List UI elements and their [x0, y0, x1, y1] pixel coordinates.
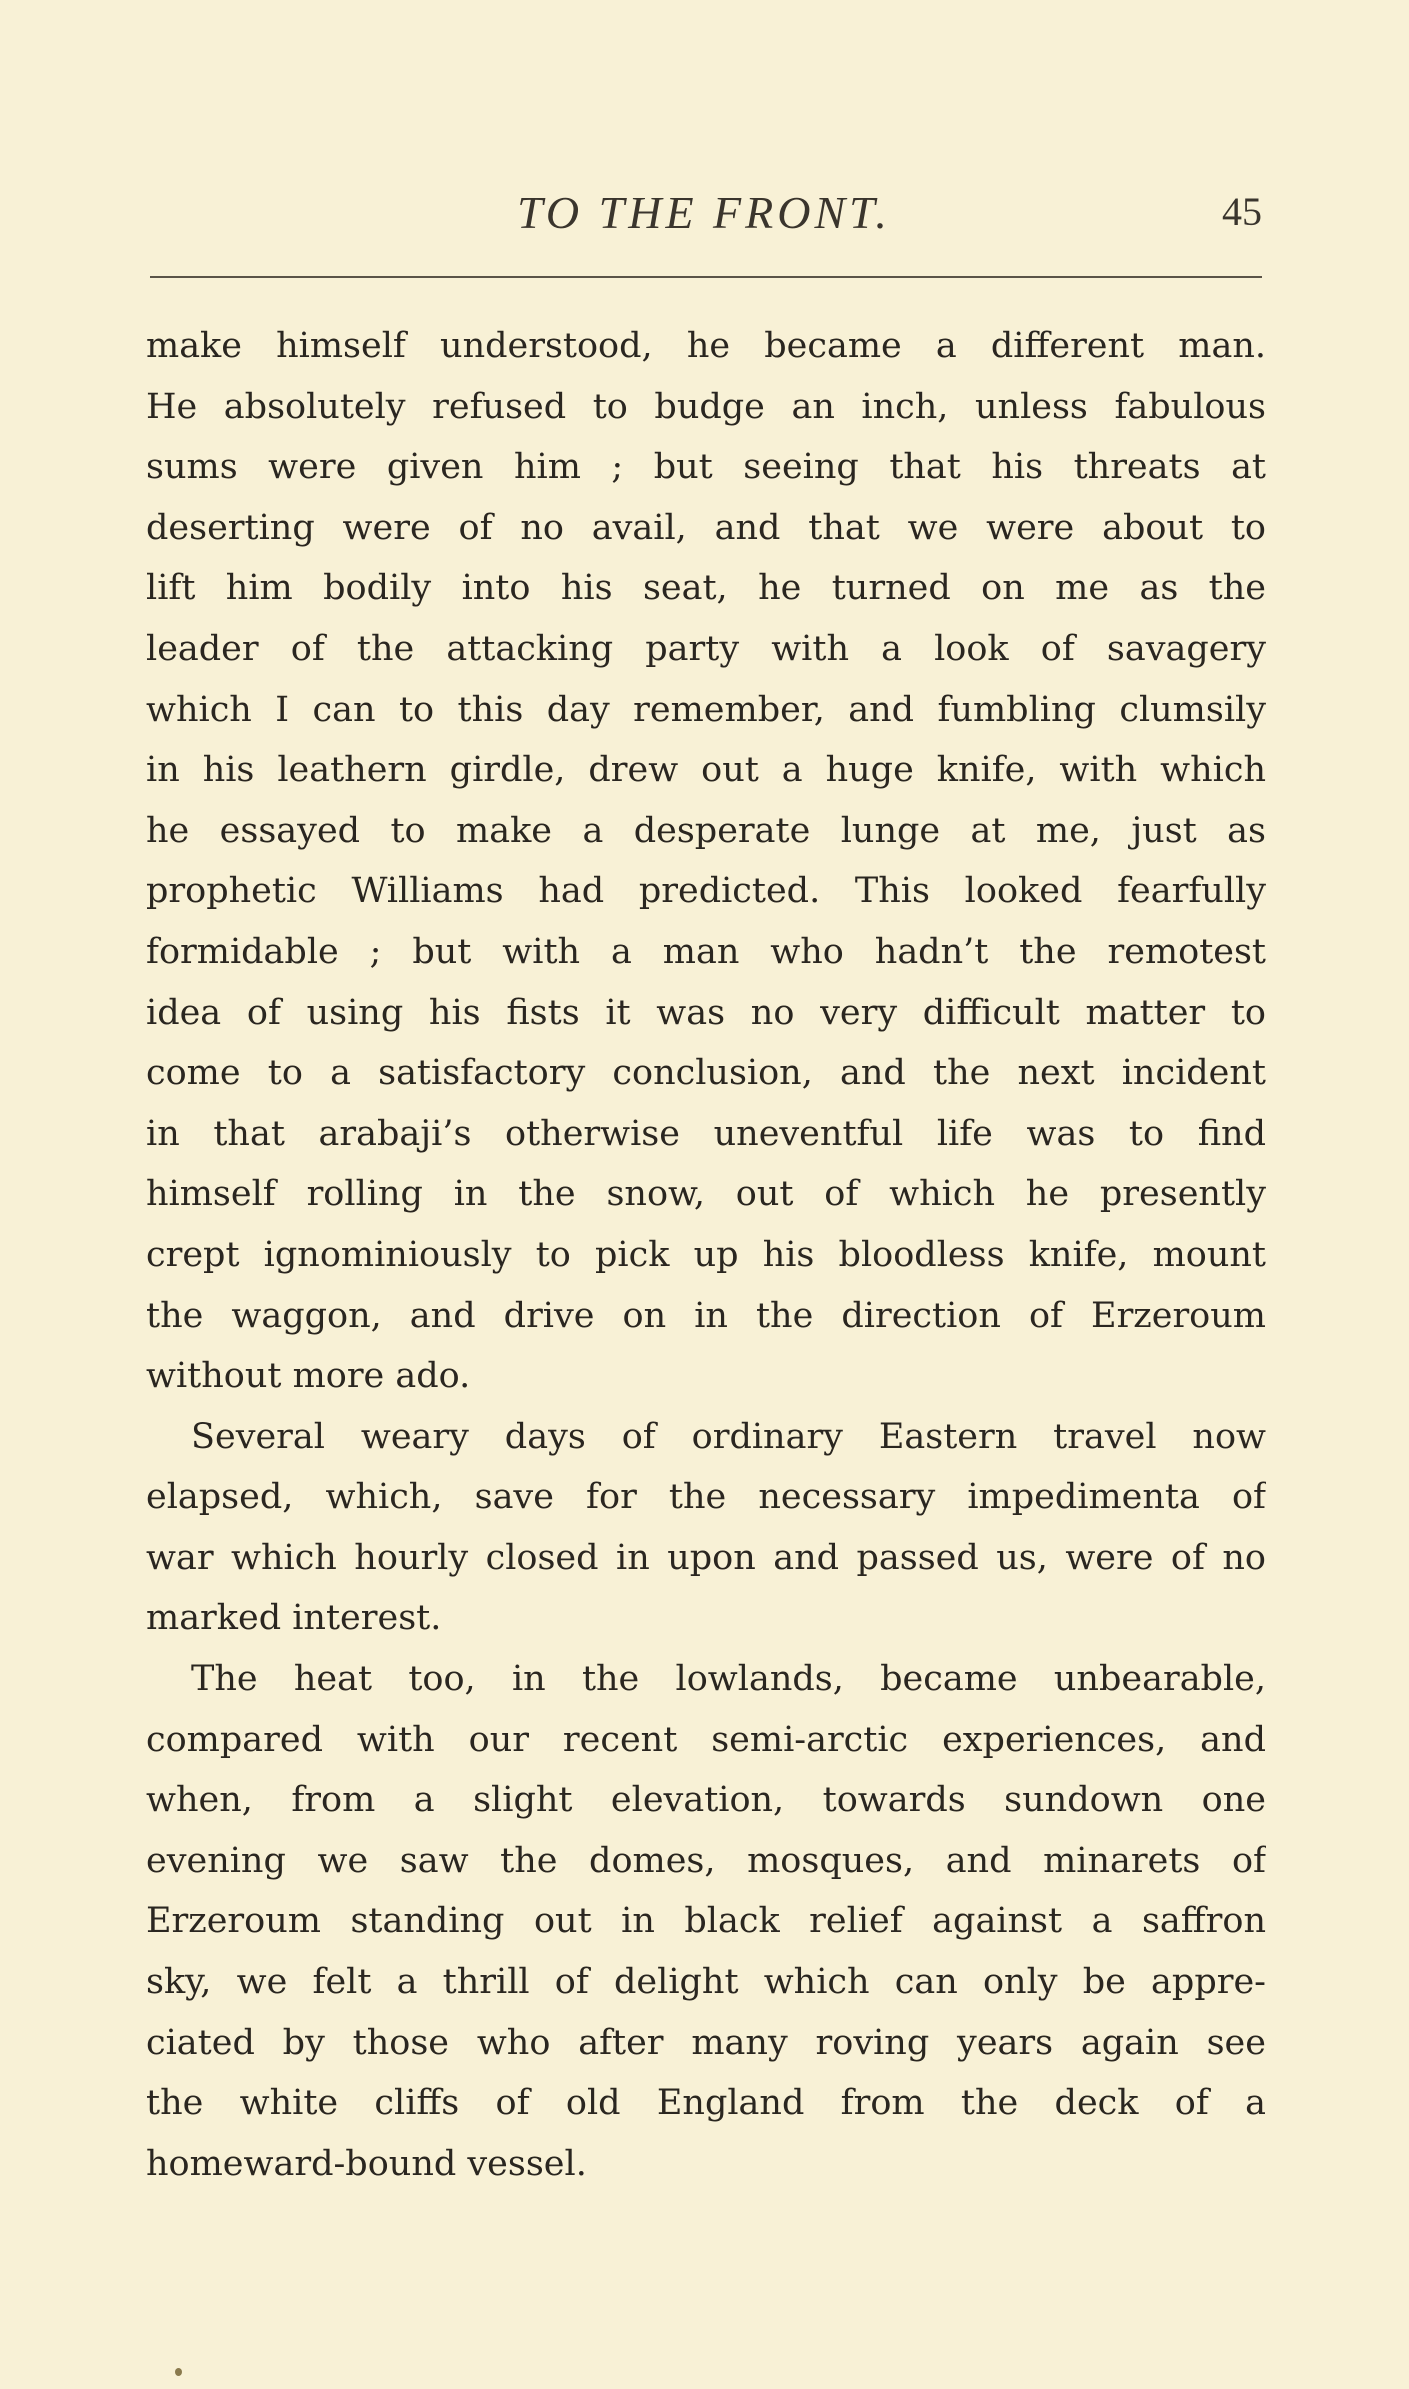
text-line: idea of using his fists it was no very difficult matter to — [146, 992, 1266, 1033]
paragraph-start-line: Several weary days of ordinary Eastern travel now — [191, 1416, 1266, 1457]
text-line: compared with our recent semi-arctic experiences, and — [146, 1719, 1266, 1760]
paragraph-end-line: homeward-bound vessel. — [146, 2143, 587, 2184]
text-line: war which hourly closed in upon and passed us, were of no — [146, 1537, 1266, 1578]
running-title: TO THE FRONT. — [517, 187, 891, 238]
text-line: the waggon, and drive on in the direction of Erzeroum — [146, 1295, 1266, 1336]
text-line: come to a satisfactory conclusion, and the next incident — [146, 1053, 1266, 1094]
paragraph-start-line: The heat too, in the lowlands, became unbearable, — [191, 1659, 1266, 1700]
paragraph-end-line: marked interest. — [146, 1598, 442, 1639]
paper-speck — [175, 2368, 182, 2376]
text-line: which I can to this day remember, and fumbling clumsily — [146, 689, 1266, 730]
paragraph-end-line: without more ado. — [146, 1356, 471, 1397]
text-line: when, from a slight elevation, towards sundown one — [146, 1780, 1266, 1821]
text-line: in that arabaji’s otherwise uneventful life was to find — [146, 1113, 1266, 1154]
text-line: himself rolling in the snow, out of which he presently — [146, 1174, 1266, 1215]
text-line: make himself understood, he became a different man. — [146, 326, 1266, 366]
text-line: evening we saw the domes, mosques, and minarets of — [146, 1840, 1266, 1881]
running-head — [146, 178, 1262, 248]
text-line: lift him bodily into his seat, he turned on me as the — [146, 568, 1266, 609]
text-line: in his leathern girdle, drew out a huge knife, with which — [146, 750, 1266, 791]
text-line: formidable ; but with a man who hadn’t the remotest — [146, 931, 1266, 972]
text-line: the white cliffs of old England from the deck of a — [146, 2083, 1266, 2124]
text-line: elapsed, which, save for the necessary impedimenta of — [146, 1477, 1266, 1518]
page-number: 45 — [1222, 189, 1262, 234]
text-line: leader of the attacking party with a look of savagery — [146, 628, 1266, 669]
text-line: He absolutely refused to budge an inch, unless fabulous — [146, 386, 1266, 427]
text-line: he essayed to make a desperate lunge at me, just as — [146, 810, 1266, 851]
text-line: Erzeroum standing out in black relief against a saffron — [146, 1901, 1266, 1942]
body-text — [146, 316, 1266, 2194]
text-line: sky, we felt a thrill of delight which can only be appre- — [146, 1962, 1266, 2003]
text-line: prophetic Williams had predicted. This looked fearfully — [146, 871, 1266, 912]
text-line: crept ignominiously to pick up his bloodless knife, mount — [146, 1234, 1266, 1275]
header-rule — [150, 276, 1262, 278]
text-line: ciated by those who after many roving years again see — [146, 2022, 1266, 2063]
text-line: deserting were of no avail, and that we were about to — [146, 507, 1266, 548]
text-line: sums were given him ; but seeing that his threats at — [146, 447, 1266, 488]
